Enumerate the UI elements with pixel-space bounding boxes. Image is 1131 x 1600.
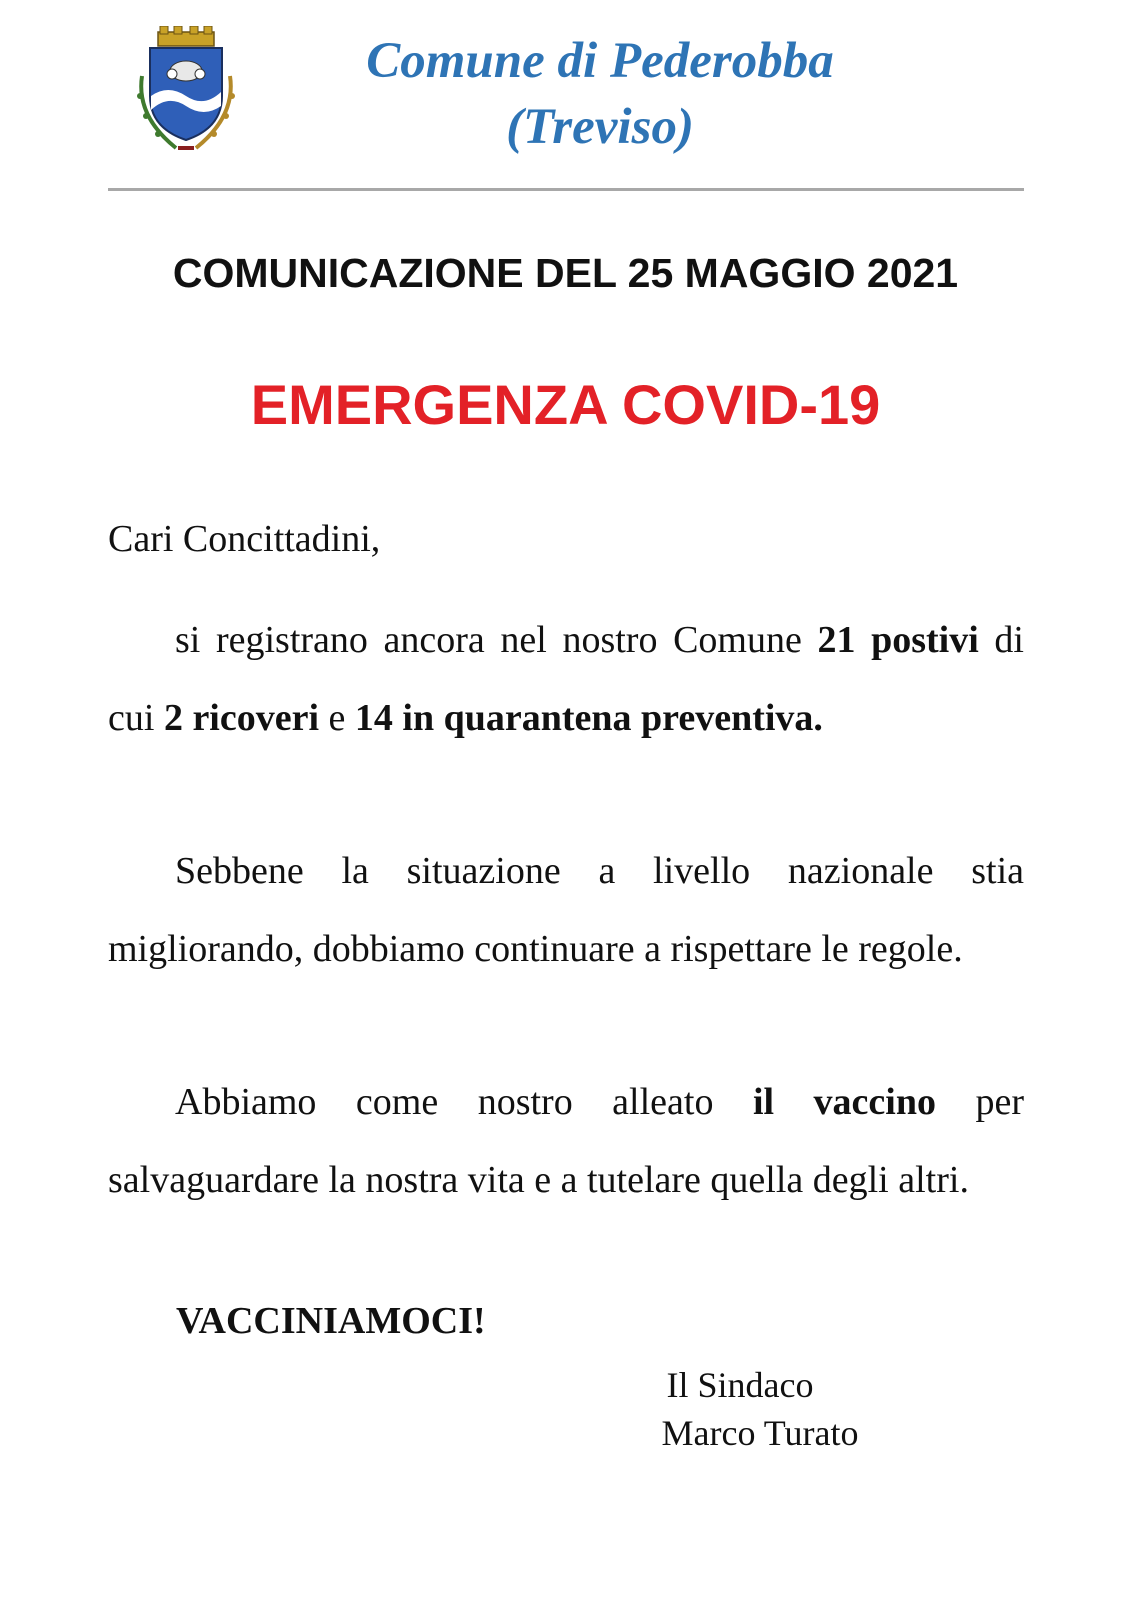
- emergency-title: EMERGENZA COVID-19: [250, 373, 881, 436]
- signature-role: Il Sindaco: [666, 1365, 814, 1405]
- quarantine-count: 14 in quarantena preventiva.: [354, 697, 823, 739]
- coat-of-arms-icon: [128, 26, 244, 156]
- paragraph-cases: si registrano ancora nel nostro Comune 21 postivi di cui 2 ricoveri e 14 in quarantena preventiva.: [108, 619, 1024, 739]
- paragraph-vaccine: Abbiamo come nostro alleato il vaccino per salvaguardare la nostra vita e a tutelare quella degli altri.: [108, 1081, 1024, 1201]
- call-to-action: VACCINIAMOCI!: [176, 1300, 486, 1342]
- positives-count: 21 postivi: [817, 619, 979, 661]
- municipality-name: Comune di Pederobba: [366, 33, 834, 89]
- province-name: (Treviso): [506, 99, 694, 155]
- greeting: Cari Concittadini,: [108, 518, 381, 560]
- header-divider: [108, 188, 1024, 191]
- vaccine-highlight: il vaccino: [752, 1081, 936, 1123]
- signature-name: Marco Turato: [661, 1413, 859, 1453]
- communication-title: COMUNICAZIONE DEL 25 MAGGIO 2021: [172, 250, 959, 296]
- letterhead: [0, 0, 1131, 190]
- paragraph-rules: Sebbene la situazione a livello nazionale stia migliorando, dobbiamo continuare a rispettare le regole.: [108, 850, 1024, 970]
- hospitalized-count: 2 ricoveri: [163, 697, 320, 739]
